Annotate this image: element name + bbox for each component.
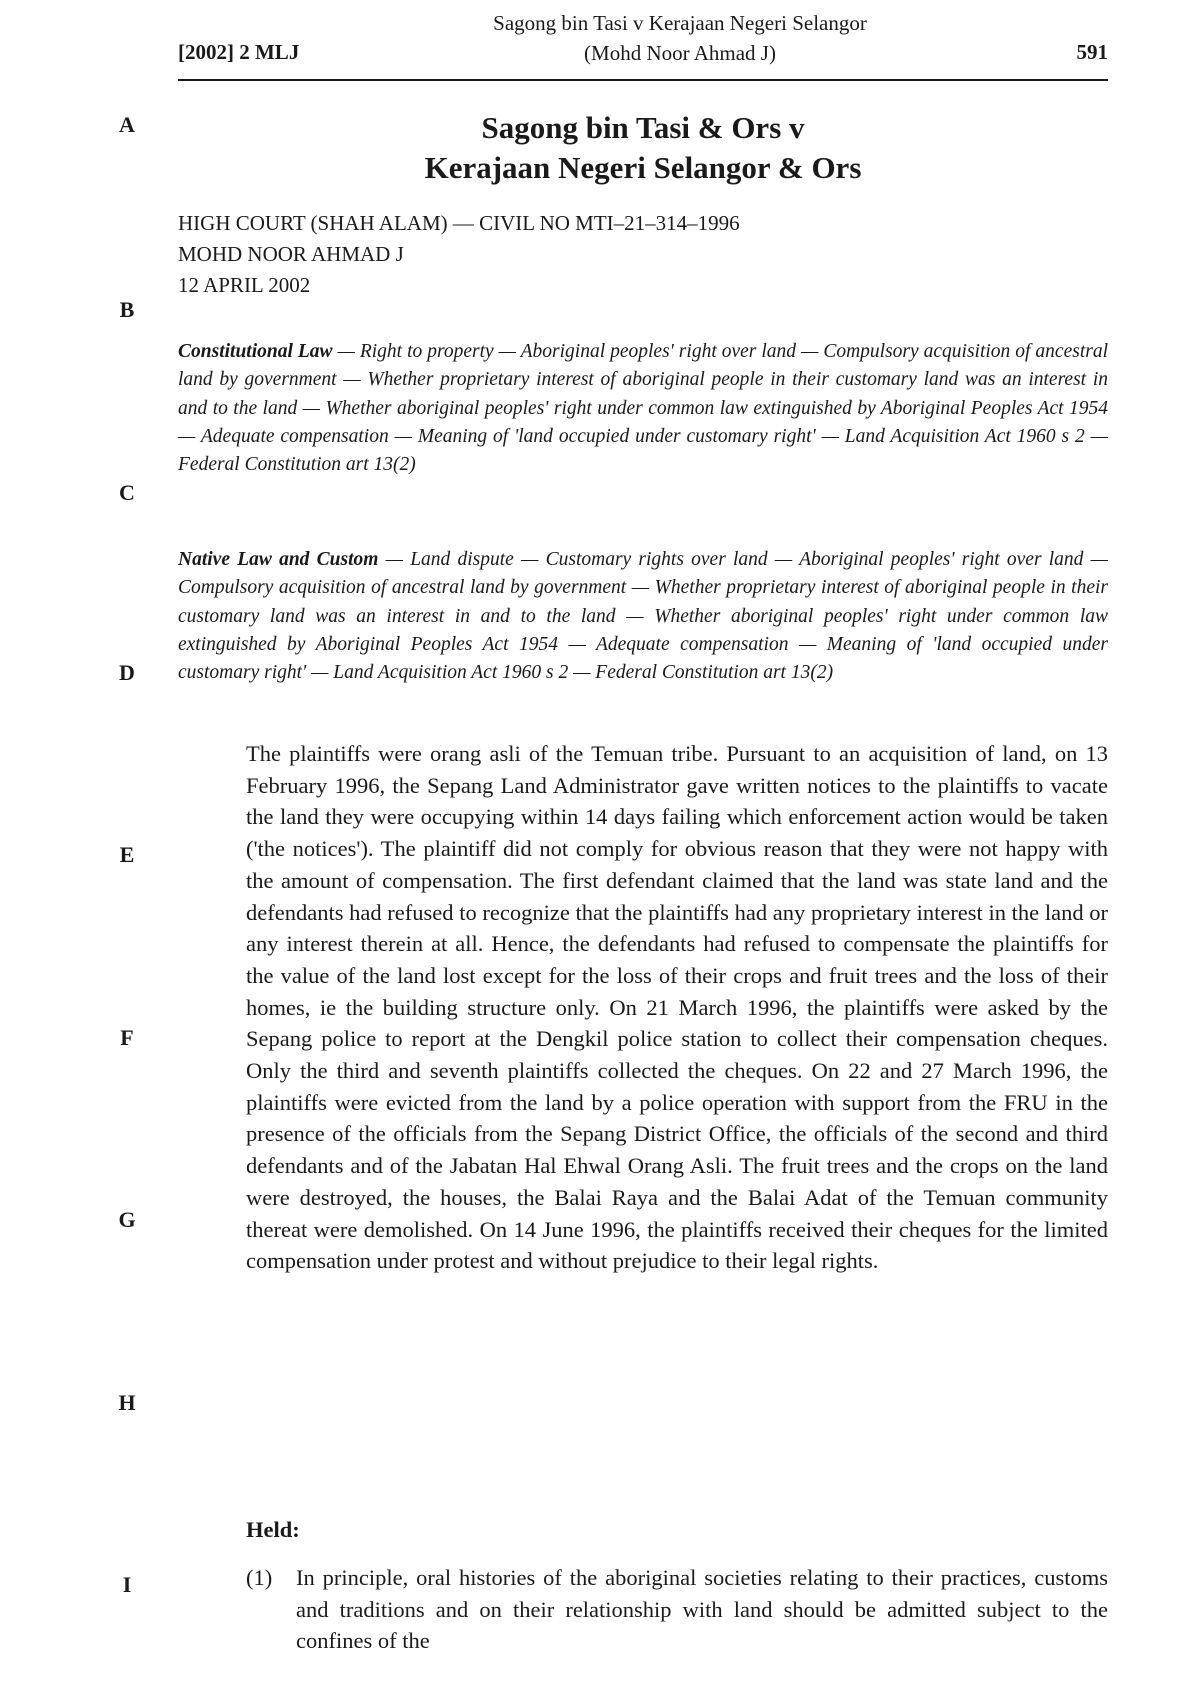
margin-letter-h: H bbox=[118, 1390, 136, 1415]
catchword-subject: Native Law and Custom bbox=[178, 549, 379, 570]
margin-letter-g: G bbox=[118, 1207, 136, 1232]
court-info bbox=[178, 208, 740, 301]
case-title bbox=[178, 108, 1108, 188]
catchword-subject: Constitutional Law bbox=[178, 341, 333, 362]
running-head-judge: (Mohd Noor Ahmad J) bbox=[584, 41, 776, 65]
catchword-text: — Land dispute — Customary rights over land — Aboriginal peoples' right over land — Compulsory acquisition of ancestral land by government — Whether proprietary interest of aboriginal people in their customary land was an interest in and to the land — Whether aboriginal peoples' right under common law extinguished by Aboriginal Peoples Act 1954 — Adequate compensation — Meaning of 'land occupied under customary right' — Land Acquisition Act 1960 s 2 — Federal Constitution art 13(2) bbox=[178, 549, 1108, 684]
case-title-line1: Sagong bin Tasi & Ors v bbox=[481, 110, 805, 145]
held-item bbox=[246, 1562, 1108, 1657]
held-item-text: In principle, oral histories of the aboriginal societies relating to their practices, customs and traditions and on their relationship with land should be admitted subject to the confines of the bbox=[296, 1565, 1108, 1654]
margin-letter-e: E bbox=[119, 842, 135, 867]
decision-date: 12 APRIL 2002 bbox=[178, 273, 311, 297]
margin-letter-d: D bbox=[119, 660, 135, 685]
catchwords-constitutional-law bbox=[178, 338, 1108, 479]
court-name: HIGH COURT (SHAH ALAM) — CIVIL NO MTI–21–314–1996 bbox=[178, 211, 740, 235]
running-head-case: Sagong bin Tasi v Kerajaan Negeri Selangor bbox=[493, 11, 867, 35]
case-title-line2: Kerajaan Negeri Selangor & Ors bbox=[424, 150, 862, 185]
running-head bbox=[420, 8, 940, 68]
margin-letter-b: B bbox=[119, 297, 135, 322]
held-heading: Held: bbox=[246, 1517, 300, 1542]
report-citation: [2002] 2 MLJ bbox=[178, 40, 300, 64]
margin-letter-i: I bbox=[122, 1572, 132, 1597]
page-number: 591 bbox=[1076, 40, 1108, 64]
header-rule bbox=[178, 79, 1108, 81]
catchword-text: — Right to property — Aboriginal peoples' right over land — Compulsory acquisition of ancestral land by government — Whether proprietary interest of aboriginal people in their customary land was an interest in and to the land — Whether aboriginal peoples' right under common law extinguished by Aboriginal Peoples Act 1954 — Adequate compensation — Meaning of 'land occupied under customary right' — Land Acquisition Act 1960 s 2 — Federal Constitution art 13(2) bbox=[178, 341, 1109, 476]
headnote-facts: The plaintiffs were orang asli of the Temuan tribe. Pursuant to an acquisition of land, on 13 February 1996, the Sepang Land Administrator gave written notices to the plaintiffs to vacate the land they were occupying within 14 days failing which enforcement action would be taken ('the notices'). The plaintiff did not comply for obvious reason that they were not happy with the amount of compensation. The first defendant claimed that the land was state land and the defendants had refused to recognize that the plaintiffs had any proprietary interest in the land or any interest therein at all. Hence, the defendants had refused to compensate the plaintiffs for the value of the land lost except for the loss of their crops and fruit trees and the loss of their homes, ie the building structure only. On 21 March 1996, the plaintiffs were asked by the Sepang police to report at the Dengkil police station to collect their compensation cheques. Only the third and seventh plaintiffs collected the cheques. On 22 and 27 March 1996, the plaintiffs were evicted from the land by a police operation with support from the FRU in the presence of the officials from the Sepang District Office, the officials of the second and third defendants and of the Jabatan Hal Ehwal Orang Asli. The fruit trees and the crops on the land were destroyed, the houses, the Balai Raya and the Balai Adat of the Temuan community thereat were demolished. On 14 June 1996, the plaintiffs received their cheques for the limited compensation under protest and without prejudice to their legal rights. bbox=[246, 741, 1108, 1274]
catchwords-native-law bbox=[178, 546, 1108, 687]
judge-name: MOHD NOOR AHMAD J bbox=[178, 242, 404, 266]
held-item-number: (1) bbox=[246, 1565, 273, 1590]
margin-letter-f: F bbox=[120, 1025, 134, 1050]
margin-letter-a: A bbox=[119, 112, 135, 137]
margin-letter-c: C bbox=[119, 480, 135, 505]
